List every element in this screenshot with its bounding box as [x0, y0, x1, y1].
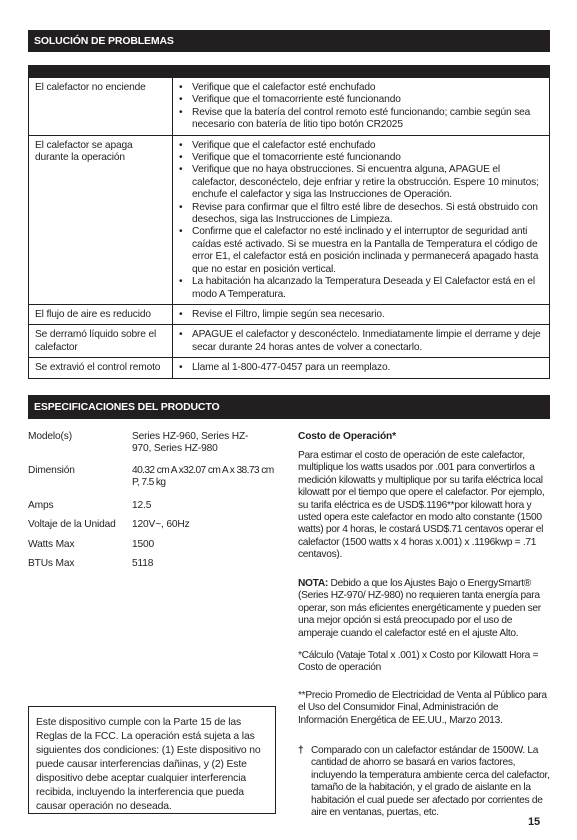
table-row — [29, 358, 550, 378]
list-item: • Verifique que el calefactor esté enchufado — [179, 140, 543, 152]
table-header-bar — [28, 65, 550, 77]
troubleshooting-table — [28, 77, 550, 379]
solution-cell — [173, 325, 550, 358]
fcc-notice: Este dispositivo cumple con la Parte 15 de las Reglas de la FCC. La operación está sujeta a las siguientes dos condiciones: (1) Este dispositivo no puede causar interferencias dañinas, y (2) Este dispositivo debe aceptar cualquier interferencia recibida, incluyendo la interferencia que pueda causar operación no deseada. — [28, 706, 276, 814]
dagger-icon: † — [298, 745, 304, 756]
troubleshooting-header: SOLUCIÓN DE PROBLEMAS — [28, 30, 550, 52]
list-item: • Llame al 1-800-477-0457 para un reemplazo. — [179, 362, 543, 374]
solution-list — [179, 362, 543, 374]
dagger-footnote — [298, 745, 550, 819]
list-item: • Revise el Filtro, limpie según sea necesario. — [179, 309, 543, 321]
solution-list — [179, 309, 543, 321]
spec-value: Series HZ-960, Series HZ-970, Series HZ-980 — [132, 431, 249, 455]
issue-cell: El calefactor no enciende — [29, 78, 173, 136]
solution-cell — [173, 358, 550, 378]
note-label: NOTA: — [298, 578, 328, 589]
list-item: • Verifique que el calefactor esté enchufado — [179, 82, 543, 94]
list-item: • Verifique que el tomacorriente esté funcionando — [179, 94, 543, 106]
specs-header: ESPECIFICACIONES DEL PRODUCTO — [28, 395, 550, 419]
solution-list — [179, 329, 543, 354]
price-footnote: **Precio Promedio de Electricidad de Venta al Público para el Uso del Consumidor Final, Administración de Información Energética de EE.UU., Marzo 2013. — [298, 690, 547, 726]
spec-label: Voltaje de la Unidad — [28, 519, 116, 530]
page-number: 15 — [528, 816, 540, 828]
spec-value: 5118 — [132, 558, 154, 569]
note-body: Debido a que los Ajustes Bajo o EnergySmart® (Series HZ-970/ HZ-980) no requieren tanta energía para operar, son más eficientes energéticamente y pueden ser una mejor opción si está preocupado por el uso de amperaje cuando el calefactor esté en el ajuste Alto. — [298, 578, 541, 639]
spec-value: 40.32 cm A x32.07 cm A x 38.73 cm P, 7.5 kg — [132, 465, 274, 489]
solution-cell — [173, 304, 550, 324]
issue-cell: El calefactor se apaga durante la operación — [29, 135, 173, 304]
solution-list — [179, 82, 543, 132]
operating-cost-note — [298, 578, 550, 640]
list-item: • La habitación ha alcanzado la Temperatura Deseada y El Calefactor está en el modo A Temperatura. — [179, 276, 543, 301]
spec-value: 12.5 — [132, 500, 152, 511]
operating-cost-body: Para estimar el costo de operación de este calefactor, multiplique los watts usados por .001 para convertirlos a medición kilowatts y multiplique por su tarifa eléctrica local kilowatt por el tiempo que opere el calefactor. Por ejemplo, su tarifa eléctrica es de USD$.1196**por kilowatt hora y usted opera este calefactor en modo alto constante (1500 watts) por 4 horas, le costará USD$.71 centavos operar el calefactor (1500 watts x 4 horas x.001) x .1196kwp = .71 centavos). — [298, 450, 545, 561]
list-item: • Verifique que el tomacorriente esté funcionando — [179, 152, 543, 164]
table-row — [29, 135, 550, 304]
dagger-text: Comparado con un calefactor estándar de 1500W. La cantidad de ahorro se basará en varios factores, incluyendo la temperatura ambiente cerca del calefactor, tamaño de la habitación, y el grado de aislante en la habitación el cual puede ser afectado por corrientes de aire en ventanas, puertas, etc. — [311, 745, 550, 819]
solution-list — [179, 140, 543, 301]
spec-label: Watts Max — [28, 539, 75, 550]
operating-cost-title: Costo de Operación* — [298, 431, 396, 442]
list-item: • APAGUE el calefactor y desconéctelo. Inmediatamente limpie el derrame y deje secar durante 24 horas antes de volver a conectarlo. — [179, 329, 543, 354]
table-row — [29, 304, 550, 324]
spec-label: Dimensión — [28, 465, 75, 476]
solution-cell — [173, 78, 550, 136]
spec-label: Amps — [28, 500, 54, 511]
list-item: • Revise para confirmar que el filtro esté libre de desechos. Si está obstruido con desechos, siga las Instrucciones de Limpieza. — [179, 202, 543, 227]
spec-value: 120V~, 60Hz — [132, 519, 190, 530]
cost-calculation: *Cálculo (Vataje Total x .001) x Costo por Kilowatt Hora = Costo de operación — [298, 650, 539, 674]
spec-value: 1500 — [132, 539, 155, 550]
spec-label: Modelo(s) — [28, 431, 72, 442]
table-row — [29, 325, 550, 358]
list-item: • Verifique que no haya obstrucciones. Si encuentra alguna, APAGUE el calefactor, desconéctelo, deje enfriar y retire la obstrucción. Espere 10 minutos; enchufe el calefactor y siga las Instrucciones de Operación. — [179, 164, 543, 201]
spec-label: BTUs Max — [28, 558, 75, 569]
issue-cell: Se derramó líquido sobre el calefactor — [29, 325, 173, 358]
list-item: • Confirme que el calefactor no esté inclinado y el interruptor de seguridad anti caídas esté activado. Si se muestra en la Pantalla de Temperatura el código de error E1, el calefactor está en posición inclinada y permanecerá apagado hasta que no estar en posición vertical. — [179, 226, 543, 276]
list-item: • Revise que la batería del control remoto esté funcionando; cambie según sea necesario con batería de litio tipo botón CR2025 — [179, 107, 543, 132]
table-row — [29, 78, 550, 136]
issue-cell: El flujo de aire es reducido — [29, 304, 173, 324]
solution-cell — [173, 135, 550, 304]
issue-cell: Se extravió el control remoto — [29, 358, 173, 378]
